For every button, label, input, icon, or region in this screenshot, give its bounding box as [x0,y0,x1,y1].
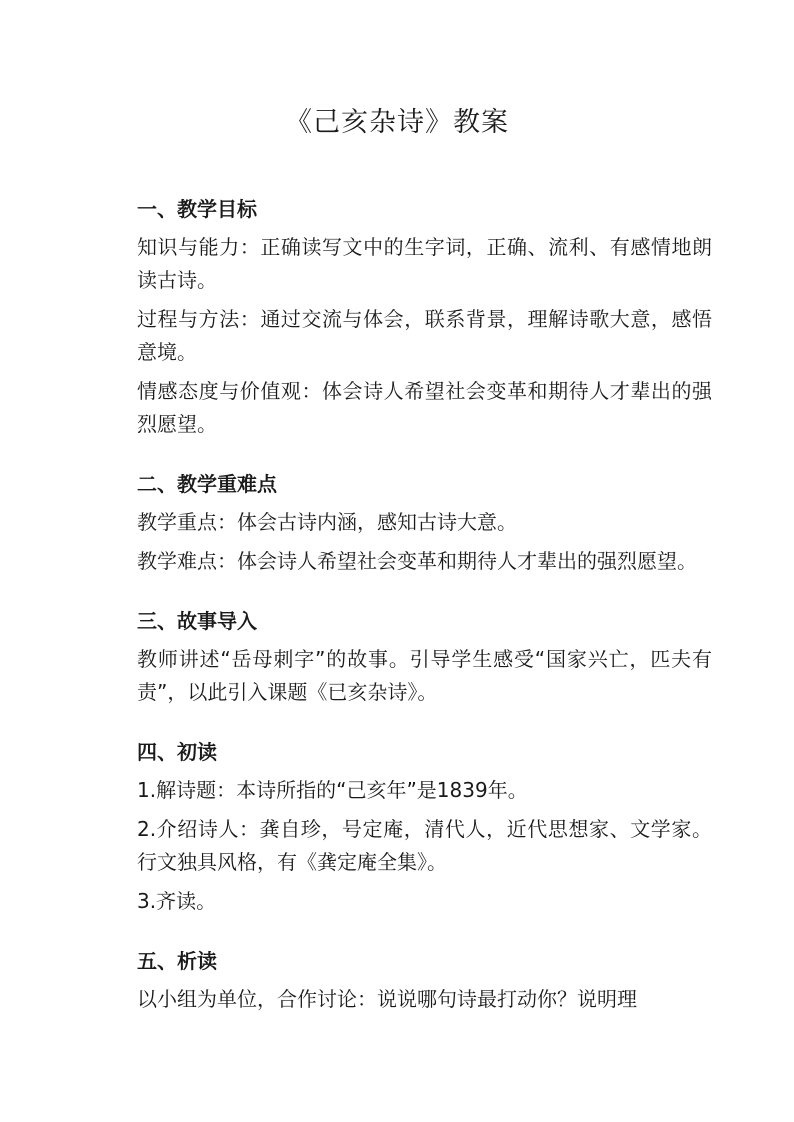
section-teaching-goals [137,193,712,441]
section-heading: 三、故事导入 [137,609,257,633]
paragraph-key-point: 教学重点：体会古诗内涵，感知古诗大意。 [137,510,517,534]
section-heading: 一、教学目标 [137,197,257,221]
paragraph-difficult-point: 教学难点：体会诗人希望社会变革和期待人才辈出的强烈愿望。 [137,549,697,573]
paragraph-emotion-values: 情感态度与价值观：体会诗人希望社会变革和期待人才辈出的强烈愿望。 [137,379,712,436]
paragraph-process-method: 过程与方法：通过交流与体会，联系背景，理解诗歌大意，感悟意境。 [137,307,712,364]
paragraph-group-discussion: 以小组为单位，合作讨论：说说哪句诗最打动你？说明理 [137,987,637,1011]
section-first-reading [137,736,712,918]
section-heading: 二、教学重难点 [137,472,277,496]
paragraph-read-together: 3.齐读。 [137,889,217,913]
document-body [137,193,712,1022]
paragraph-poem-title: 1.解诗题：本诗所指的“己亥年”是1839年。 [137,778,528,802]
section-heading: 五、析读 [137,949,217,973]
section-key-difficult-points [137,468,712,578]
paragraph-poet-intro: 2.介绍诗人：龚自珍，号定庵，清代人，近代思想家、文学家。行文独具风格，有《龚定庵全集》。 [137,817,712,874]
paragraph-story: 教师讲述“岳母刺字”的故事。引导学生感受“国家兴亡，匹夫有责”，以此引入课题《已亥杂诗》。 [137,647,712,704]
section-story-introduction [137,605,712,709]
section-analytical-reading [137,945,712,1016]
section-heading: 四、初读 [137,740,217,764]
paragraph-knowledge-ability: 知识与能力：正确读写文中的生字词，正确、流利、有感情地朗读古诗。 [137,235,712,292]
document-title: 《己亥杂诗》教案 [285,107,509,138]
